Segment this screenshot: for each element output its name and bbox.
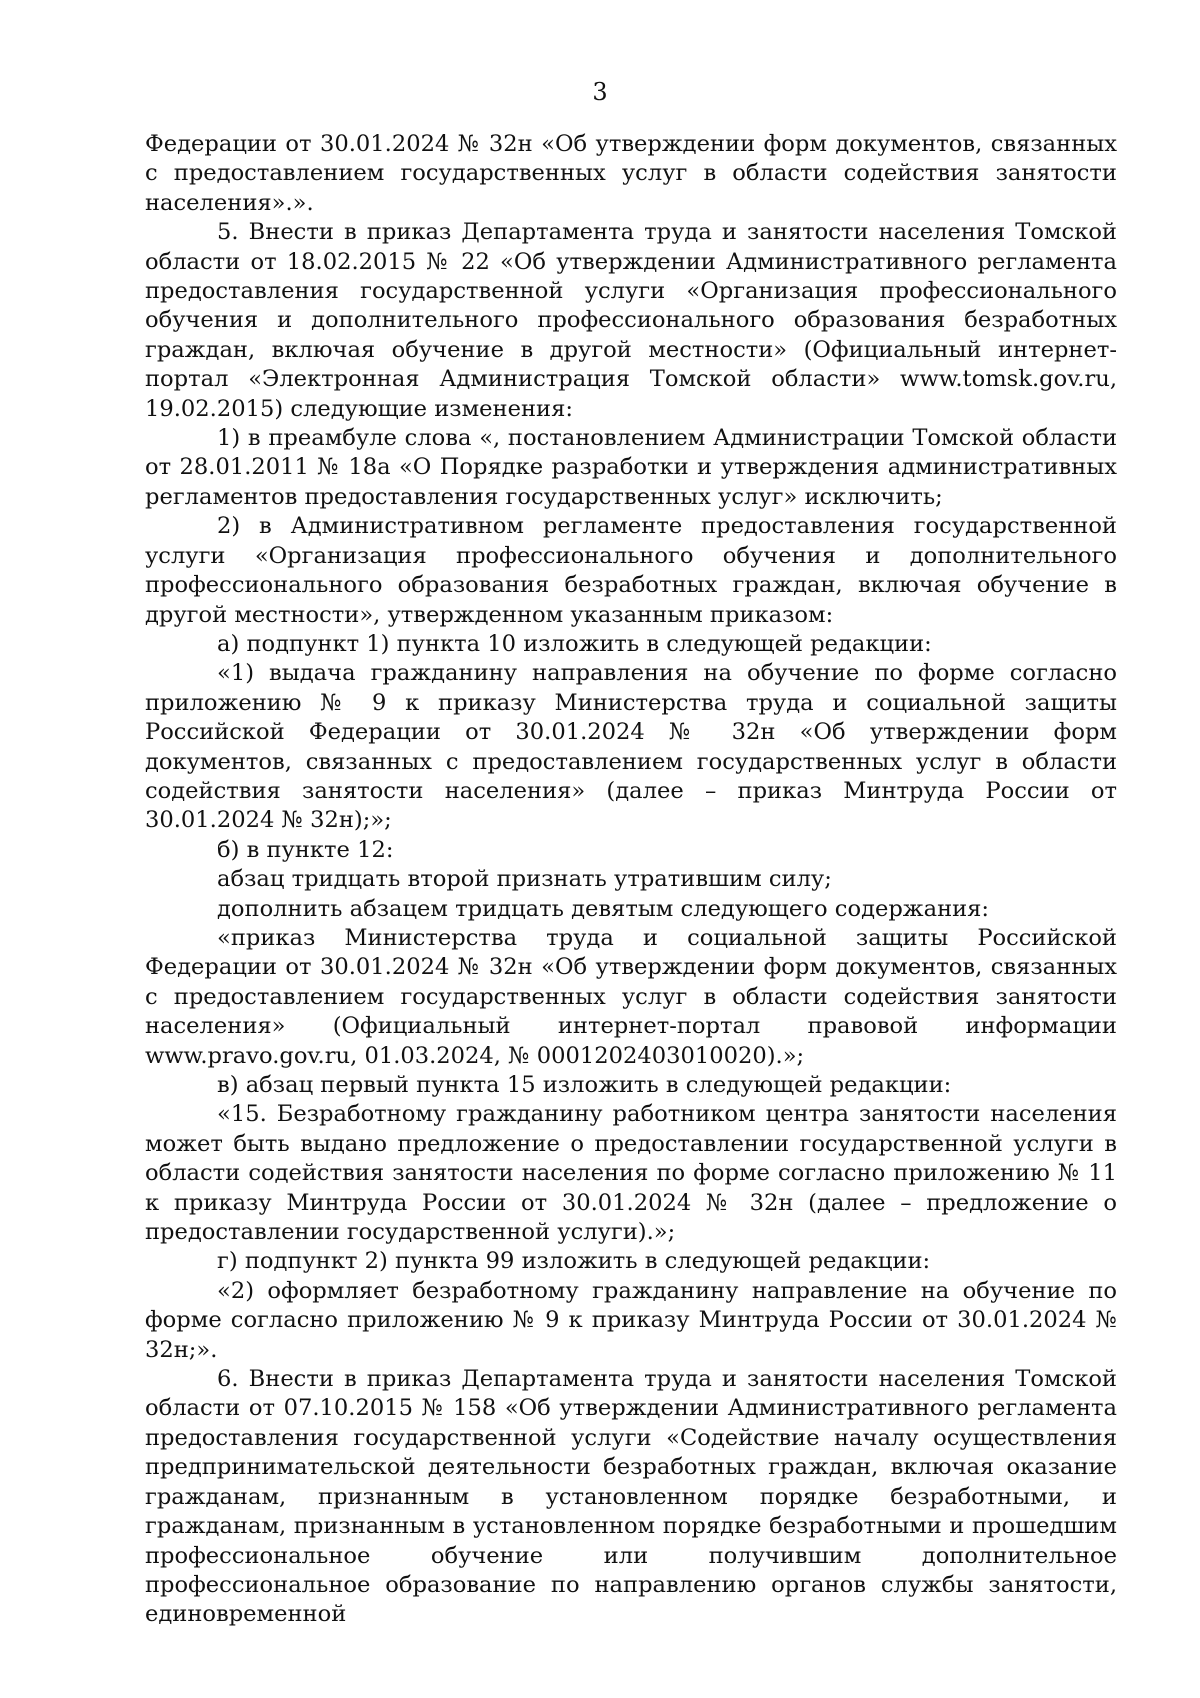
paragraph-item-5: 5. Внести в приказ Департамента труда и занятости населения Томской области от 18.02.2015 № 22 «Об утверждении Административного регламента предоставления государственной услуги «Организация профессионального обучения и дополнительного профессионального образования безработных граждан, включая обучение в другой местности» (Официальный интернет-портал «Электронная Администрация Томской области» www.tomsk.gov.ru, 19.02.2015) следующие изменения: xyxy=(145,219,1117,422)
paragraph-quote-1: «1) выдача гражданину направления на обучение по форме согласно приложению № 9 к приказу Министерства труда и социальной защиты Российской Федерации от 30.01.2024 № 32н «Об утверждении форм документов, связанных с предоставлением государственных услуг в области содействия занятости населения» (далее – приказ Минтруда России от 30.01.2024 № 32н);»; xyxy=(145,660,1117,834)
paragraph-subitem-a: а) подпункт 1) пункта 10 изложить в следующей редакции: xyxy=(217,630,932,657)
paragraph-quote-2: «2) оформляет безработному гражданину направление на обучение по форме согласно приложению № 9 к приказу Минтруда России от 30.01.2024 № 32н;». xyxy=(145,1277,1117,1363)
paragraph-abzac-32: абзац тридцать второй признать утратившим силу; xyxy=(217,866,832,893)
paragraph-subitem-1: 1) в преамбуле слова «, постановлением Администрации Томской области от 28.01.2011 № 18а «О Порядке разработки и утверждения административных регламентов предоставления государственных услуг» исключить; xyxy=(145,425,1117,510)
document-body xyxy=(145,130,1117,1630)
page-number: 3 xyxy=(592,78,608,106)
paragraph-subitem-2: 2) в Административном регламенте предоставления государственной услуги «Организация профессионального обучения и дополнительного профессионального образования безработных граждан, включая обучение в другой местности», утвержденном указанным приказом: xyxy=(145,513,1117,628)
paragraph-subitem-b: б) в пункте 12: xyxy=(217,836,394,863)
paragraph-quote-order: «приказ Министерства труда и социальной защиты Российской Федерации от 30.01.2024 № 32н «Об утверждении форм документов, связанных с предоставлением государственных услуг в области содействия занятости населения» (Официальный интернет-портал правовой информации www.pravo.gov.ru, 01.03.2024, № 0001202403010020).»; xyxy=(145,924,1117,1069)
paragraph-item-6: 6. Внести в приказ Департамента труда и занятости населения Томской области от 07.10.2015 № 158 «Об утверждении Административного регламента предоставления государственной услуги «Содействие началу осуществления предпринимательской деятельности безработных граждан, включая оказание гражданам, признанным в установленном порядке безработными, и гражданам, признанным в установленном порядке безработными и прошедшим профессиональное обучение или получившим дополнительное профессиональное образование по направлению органов службы занятости, единовременной xyxy=(145,1366,1117,1628)
paragraph-subitem-v: в) абзац первый пункта 15 изложить в следующей редакции: xyxy=(217,1072,952,1098)
paragraph-subitem-g: г) подпункт 2) пункта 99 изложить в следующей редакции: xyxy=(217,1248,931,1275)
paragraph-continuation: Федерации от 30.01.2024 № 32н «Об утверждении форм документов, связанных с предоставлением государственных услуг в области содействия занятости населения».». xyxy=(145,131,1117,216)
paragraph-quote-15: «15. Безработному гражданину работником центра занятости населения может быть выдано предложение о предоставлении государственной услуги в области содействия занятости населения по форме согласно приложению № 11 к приказу Минтруда России от 30.01.2024 № 32н (далее – предложение о предоставлении государственной услуги).»; xyxy=(145,1101,1117,1246)
paragraph-abzac-39: дополнить абзацем тридцать девятым следующего содержания: xyxy=(217,895,990,922)
